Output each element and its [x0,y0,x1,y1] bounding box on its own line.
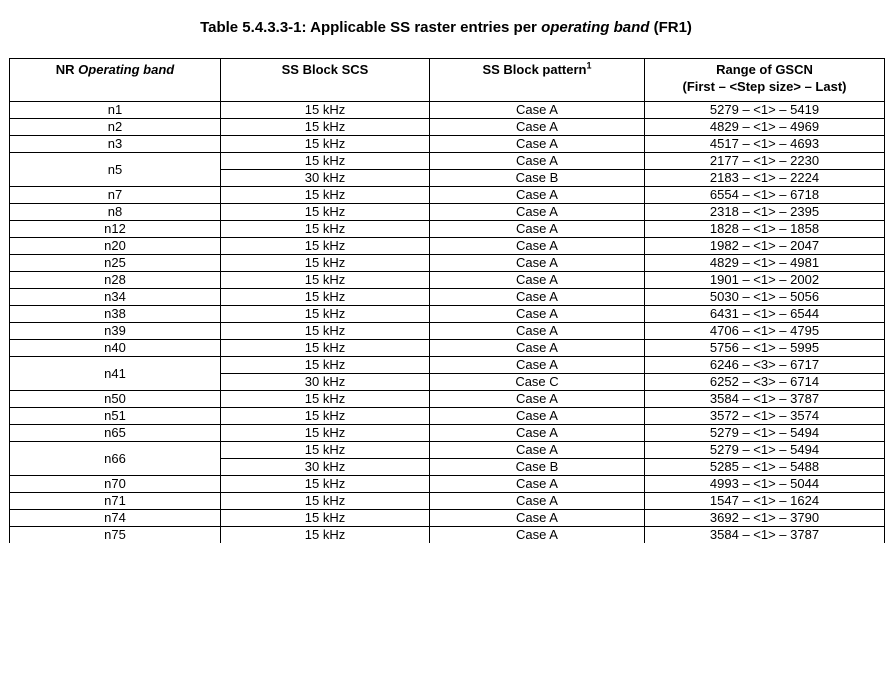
table-row [10,119,885,136]
cell-ss-block-pattern: Case A [430,510,645,527]
cell-ss-block-scs: 15 kHz [221,391,430,408]
cell-ss-block-scs: 15 kHz [221,204,430,221]
caption-prefix: Table 5.4.3.3-1: Applicable SS raster entries per [200,19,542,36]
cell-gscn-range: 6554 – <1> – 6718 [645,187,885,204]
cell-ss-block-scs: 15 kHz [221,340,430,357]
cell-ss-block-scs: 15 kHz [221,153,430,170]
cell-operating-band: n74 [10,510,221,527]
cell-operating-band: n5 [10,153,221,187]
cell-operating-band: n40 [10,340,221,357]
cell-ss-block-scs: 15 kHz [221,510,430,527]
cell-ss-block-pattern: Case A [430,357,645,374]
cell-gscn-range: 3584 – <1> – 3787 [645,527,885,544]
cell-operating-band: n65 [10,425,221,442]
cell-ss-block-scs: 15 kHz [221,493,430,510]
table-row [10,425,885,442]
cell-ss-block-pattern: Case A [430,255,645,272]
cell-gscn-range: 5279 – <1> – 5419 [645,102,885,119]
cell-gscn-range: 5279 – <1> – 5494 [645,442,885,459]
table-row [10,527,885,544]
cell-operating-band: n41 [10,357,221,391]
table-row [10,153,885,170]
header-band-italic: Operating band [78,62,175,77]
cell-gscn-range: 1901 – <1> – 2002 [645,272,885,289]
header-row [10,59,885,102]
cell-operating-band: n39 [10,323,221,340]
caption-suffix: (FR1) [649,19,692,36]
header-gscn-line1: Range of GSCN [716,62,813,77]
table-row [10,221,885,238]
cell-gscn-range: 6431 – <1> – 6544 [645,306,885,323]
cell-ss-block-scs: 15 kHz [221,136,430,153]
header-range-of-gscn [645,59,885,102]
table-row [10,238,885,255]
header-pattern-text: SS Block pattern [482,62,587,77]
table-row [10,204,885,221]
cell-operating-band: n12 [10,221,221,238]
table-row [10,442,885,459]
cell-gscn-range: 1982 – <1> – 2047 [645,238,885,255]
header-operating-band [10,59,221,102]
cell-ss-block-scs: 30 kHz [221,459,430,476]
cell-operating-band: n8 [10,204,221,221]
cell-gscn-range: 5756 – <1> – 5995 [645,340,885,357]
cell-gscn-range: 5030 – <1> – 5056 [645,289,885,306]
cell-ss-block-pattern: Case A [430,493,645,510]
cell-ss-block-scs: 30 kHz [221,170,430,187]
cell-ss-block-pattern: Case A [430,272,645,289]
caption-italic: operating band [541,19,650,36]
table-row [10,187,885,204]
cell-ss-block-scs: 15 kHz [221,289,430,306]
cell-ss-block-pattern: Case A [430,476,645,493]
cell-ss-block-scs: 15 kHz [221,221,430,238]
cell-operating-band: n71 [10,493,221,510]
table-row [10,493,885,510]
header-ss-block-pattern [430,59,645,102]
table-row [10,306,885,323]
cell-operating-band: n20 [10,238,221,255]
cell-ss-block-pattern: Case A [430,289,645,306]
cell-ss-block-scs: 15 kHz [221,272,430,289]
cell-operating-band: n25 [10,255,221,272]
cell-ss-block-scs: 15 kHz [221,255,430,272]
cell-gscn-range: 4829 – <1> – 4969 [645,119,885,136]
cell-gscn-range: 6246 – <3> – 6717 [645,357,885,374]
cell-ss-block-pattern: Case A [430,204,645,221]
cell-gscn-range: 6252 – <3> – 6714 [645,374,885,391]
table-row [10,340,885,357]
cell-ss-block-pattern: Case A [430,119,645,136]
cell-ss-block-scs: 15 kHz [221,442,430,459]
table-row [10,391,885,408]
cell-operating-band: n51 [10,408,221,425]
cell-operating-band: n3 [10,136,221,153]
cell-gscn-range: 5285 – <1> – 5488 [645,459,885,476]
cell-gscn-range: 2177 – <1> – 2230 [645,153,885,170]
cell-ss-block-pattern: Case A [430,221,645,238]
table-row [10,357,885,374]
cell-operating-band: n66 [10,442,221,476]
table-caption [0,18,892,38]
cell-gscn-range: 3692 – <1> – 3790 [645,510,885,527]
cell-ss-block-scs: 15 kHz [221,425,430,442]
cell-ss-block-scs: 30 kHz [221,374,430,391]
table-row [10,408,885,425]
cell-ss-block-pattern: Case A [430,153,645,170]
cell-ss-block-pattern: Case A [430,340,645,357]
cell-ss-block-pattern: Case C [430,374,645,391]
cell-operating-band: n70 [10,476,221,493]
cell-gscn-range: 3572 – <1> – 3574 [645,408,885,425]
cell-ss-block-pattern: Case A [430,306,645,323]
cell-ss-block-scs: 15 kHz [221,323,430,340]
cell-ss-block-pattern: Case A [430,238,645,255]
cell-gscn-range: 2183 – <1> – 2224 [645,170,885,187]
table-row [10,476,885,493]
header-band-prefix: NR [55,62,79,77]
cell-operating-band: n34 [10,289,221,306]
table-row [10,255,885,272]
cell-ss-block-pattern: Case A [430,136,645,153]
cell-gscn-range: 4993 – <1> – 5044 [645,476,885,493]
cell-ss-block-scs: 15 kHz [221,102,430,119]
cell-operating-band: n28 [10,272,221,289]
cell-ss-block-pattern: Case B [430,170,645,187]
table-row [10,289,885,306]
cell-ss-block-scs: 15 kHz [221,476,430,493]
cell-ss-block-pattern: Case A [430,408,645,425]
cell-gscn-range: 4517 – <1> – 4693 [645,136,885,153]
table-row [10,136,885,153]
cell-ss-block-scs: 15 kHz [221,357,430,374]
cell-ss-block-scs: 15 kHz [221,119,430,136]
cell-gscn-range: 4829 – <1> – 4981 [645,255,885,272]
cell-ss-block-pattern: Case A [430,187,645,204]
ss-raster-table [9,58,885,543]
cell-gscn-range: 1547 – <1> – 1624 [645,493,885,510]
cell-operating-band: n2 [10,119,221,136]
cell-ss-block-pattern: Case A [430,323,645,340]
cell-operating-band: n7 [10,187,221,204]
table-row [10,102,885,119]
cell-gscn-range: 5279 – <1> – 5494 [645,425,885,442]
table-row [10,272,885,289]
cell-ss-block-scs: 15 kHz [221,527,430,544]
cell-operating-band: n50 [10,391,221,408]
cell-gscn-range: 2318 – <1> – 2395 [645,204,885,221]
cell-ss-block-pattern: Case A [430,442,645,459]
cell-ss-block-pattern: Case A [430,391,645,408]
header-ss-block-scs: SS Block SCS [221,59,430,102]
cell-ss-block-pattern: Case A [430,425,645,442]
cell-ss-block-scs: 15 kHz [221,306,430,323]
table-row [10,510,885,527]
cell-ss-block-pattern: Case A [430,527,645,544]
cell-operating-band: n38 [10,306,221,323]
header-gscn-line2: (First – <Step size> – Last) [682,79,847,94]
header-pattern-footnote: 1 [586,60,592,71]
cell-gscn-range: 1828 – <1> – 1858 [645,221,885,238]
cell-ss-block-scs: 15 kHz [221,238,430,255]
table-row [10,323,885,340]
cell-operating-band: n75 [10,527,221,544]
cell-ss-block-pattern: Case B [430,459,645,476]
cell-ss-block-scs: 15 kHz [221,408,430,425]
cell-gscn-range: 3584 – <1> – 3787 [645,391,885,408]
cell-operating-band: n1 [10,102,221,119]
cell-gscn-range: 4706 – <1> – 4795 [645,323,885,340]
cell-ss-block-pattern: Case A [430,102,645,119]
table-body [10,102,885,544]
cell-ss-block-scs: 15 kHz [221,187,430,204]
